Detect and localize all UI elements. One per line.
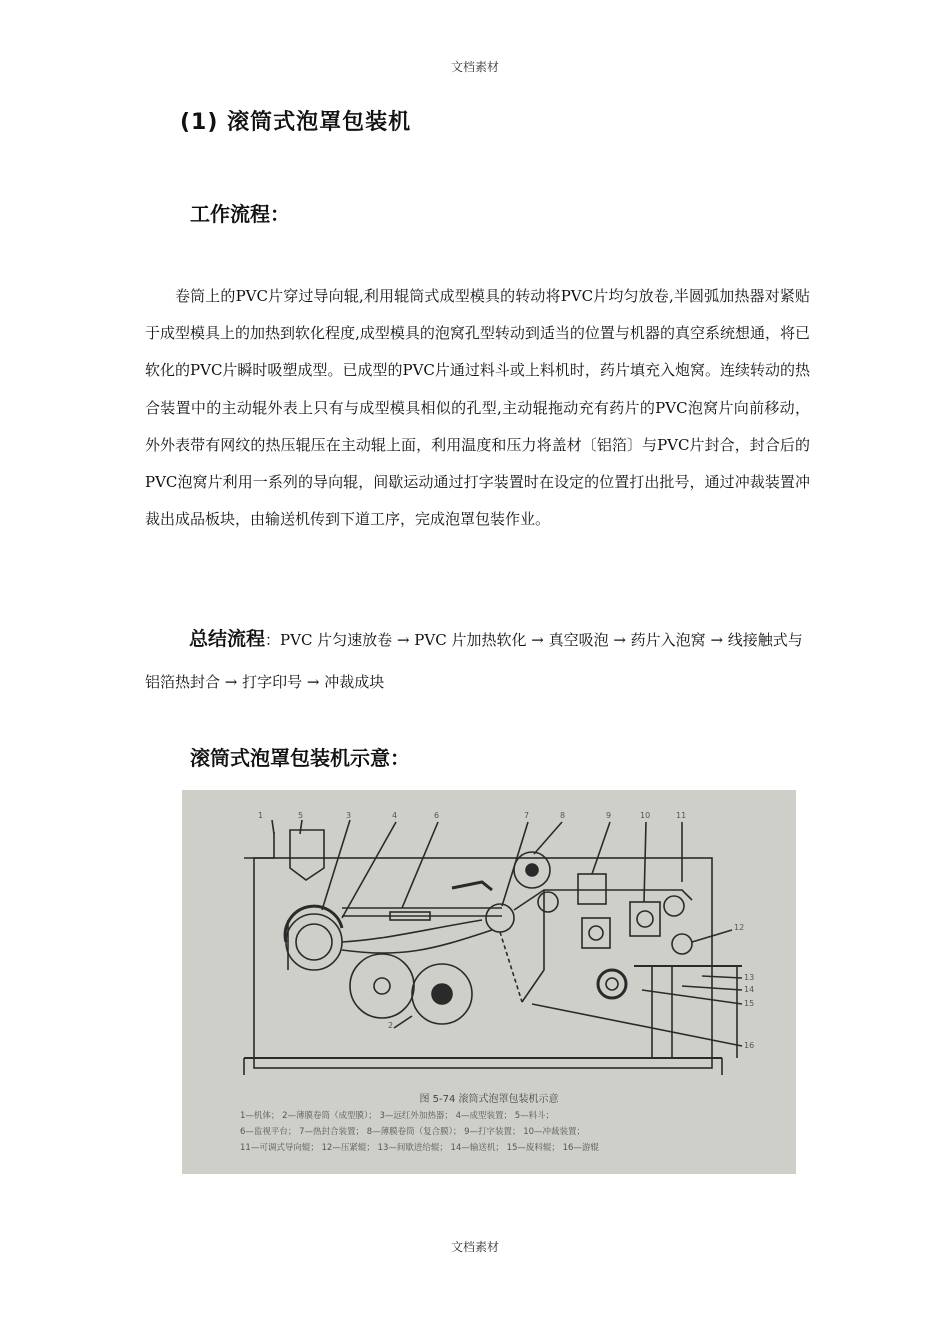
callout-4: 4 xyxy=(392,811,398,820)
callout-3: 3 xyxy=(346,811,352,820)
figure-caption-title: 图 5-74 滚筒式泡罩包装机示意 xyxy=(419,1094,559,1105)
machine-diagram-figure xyxy=(182,790,796,1174)
hopper xyxy=(290,830,324,880)
callout-13: 13 xyxy=(744,973,755,982)
callout-7: 7 xyxy=(524,811,530,820)
diagram-heading: 滚筒式泡罩包装机示意： xyxy=(190,746,410,770)
callout-6: 6 xyxy=(434,811,440,820)
workflow-paragraph: 卷筒上的PVC片穿过导向辊,利用辊筒式成型模具的转动将PVC片均匀放卷,半圆弧加热器对紧贴于成型模具上的加热到软化程度,成型模具的泡窝孔型转动到适当的位置与机器的真空系统想通，将已软化的PVC片瞬时吸塑成型。已成型的PVC片通过料斗或上料机时，药片填充入炮窝。连续转动的热合装置中的主动辊外表上只有与成型模具相似的孔型,主动辊拖动充有药片的PVC泡窝片向前移动，外外表带有网纹的热压辊压在主动辊上面，利用温度和压力将盖材〔铝箔〕与PVC片封合，封合后的PVC泡窝片利用一系列的导向辊，间歇运动通过打字装置时在设定的位置打出批号，通过冲裁装置冲裁出成品板块，由输送机传到下道工序，完成泡罩包装作业。 xyxy=(145,287,810,529)
callout-11: 11 xyxy=(676,811,687,820)
punching-device xyxy=(630,902,660,936)
figure-caption-legend xyxy=(240,1108,760,1156)
forming-drum xyxy=(286,914,342,970)
callout-14: 14 xyxy=(744,985,755,994)
summary-text: ：PVC 片匀速放卷 → PVC 片加热软化 → 真空吸泡 → 药片入泡窝 → 线接触式与铝箔热封合 → 打字印号 → 冲裁成块 xyxy=(145,631,803,691)
callout-12: 12 xyxy=(734,923,745,932)
film-reel-left xyxy=(350,954,414,1018)
summary-paragraph xyxy=(145,618,810,703)
caption-line: 6—监视平台； 7—热封合装置； 8—薄膜卷筒（复合膜）； 9—打字装置； 10—冲裁装置； xyxy=(240,1127,586,1137)
callout-5: 5 xyxy=(298,811,304,820)
page-header: 文档素材 xyxy=(450,60,499,74)
hopper-left xyxy=(244,832,274,858)
caption-line: 11—可调式导向辊； 12—压紧辊； 13—间歇进给辊； 14—输送机； 15—废料辊； 16—游辊 xyxy=(240,1143,599,1153)
page-footer: 文档素材 xyxy=(450,1240,499,1254)
callout-8: 8 xyxy=(560,811,566,820)
callout-15: 15 xyxy=(744,999,755,1008)
callout-1: 1 xyxy=(258,811,264,820)
feed-roller xyxy=(598,970,626,998)
printing-device xyxy=(578,874,606,904)
workflow-heading: 工作流程： xyxy=(190,202,290,226)
callout-10: 10 xyxy=(640,811,651,820)
callout-9: 9 xyxy=(606,811,612,820)
caption-line: 1—机体； 2—薄膜卷筒（成型膜）； 3—远红外加热器； 4—成型装置； 5—料斗； xyxy=(240,1111,555,1121)
callout-16: 16 xyxy=(744,1041,755,1050)
section-title: (1) 滚筒式泡罩包装机 xyxy=(180,110,412,135)
summary-label: 总结流程 xyxy=(189,628,266,650)
callout-2: 2 xyxy=(388,1021,394,1030)
